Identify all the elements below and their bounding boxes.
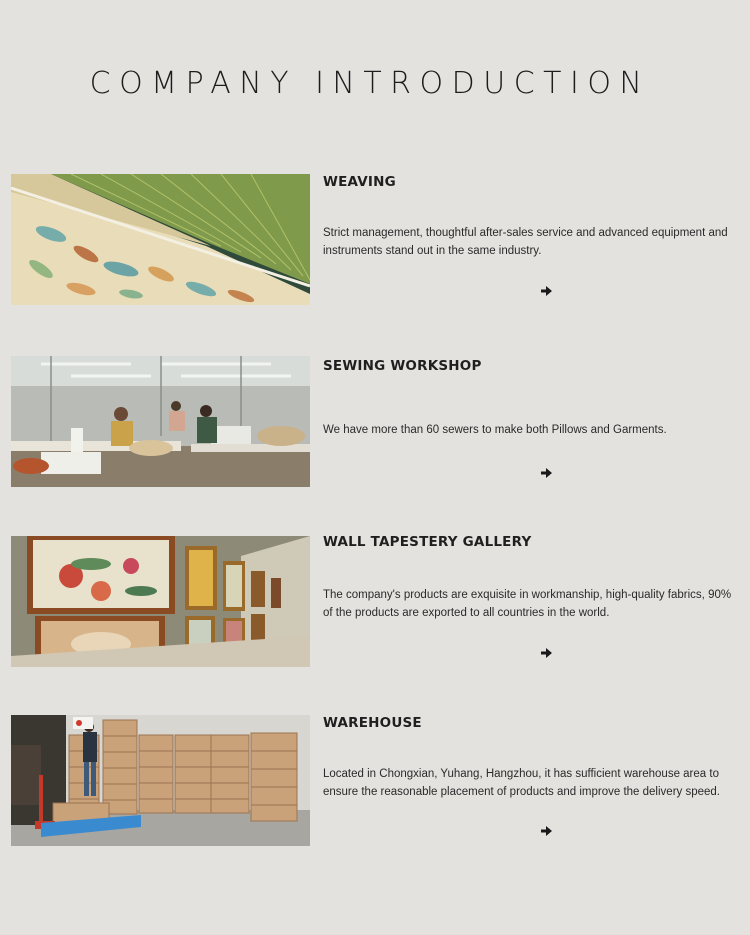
- section-sewing-workshop: [11, 356, 740, 487]
- section-description: The company's products are exquisite in workmanship, high-quality fabrics, 90% of the products are exported to all countries in the world.: [323, 589, 732, 619]
- arrow-right-icon[interactable]: [539, 646, 553, 660]
- sewing-workshop-photo: [11, 356, 310, 487]
- section-title: WALL TAPESTERY GALLERY: [323, 534, 532, 550]
- warehouse-photo: [11, 715, 310, 846]
- arrow-right-icon[interactable]: [539, 466, 553, 480]
- section-description: We have more than 60 sewers to make both Pillows and Garments.: [323, 424, 667, 436]
- arrow-right-icon[interactable]: [539, 284, 553, 298]
- section-wall-tapestery-gallery: [11, 536, 740, 667]
- section-description: Located in Chongxian, Yuhang, Hangzhou, it has sufficient warehouse area to ensure the reasonable placement of products and improve the delivery speed.: [323, 768, 720, 798]
- section-title: SEWING WORKSHOP: [323, 358, 482, 374]
- wall-tapestery-gallery-photo: [11, 536, 310, 667]
- weaving-photo: [11, 174, 310, 305]
- page-title: COMPANY INTRODUCTION: [89, 66, 651, 101]
- section-weaving: [11, 174, 740, 305]
- section-description: Strict management, thoughtful after-sales service and advanced equipment and instruments stand out in the same industry.: [323, 227, 728, 257]
- section-title: WEAVING: [323, 174, 396, 190]
- section-warehouse: [11, 715, 740, 846]
- arrow-right-icon[interactable]: [539, 824, 553, 838]
- section-title: WAREHOUSE: [323, 715, 422, 731]
